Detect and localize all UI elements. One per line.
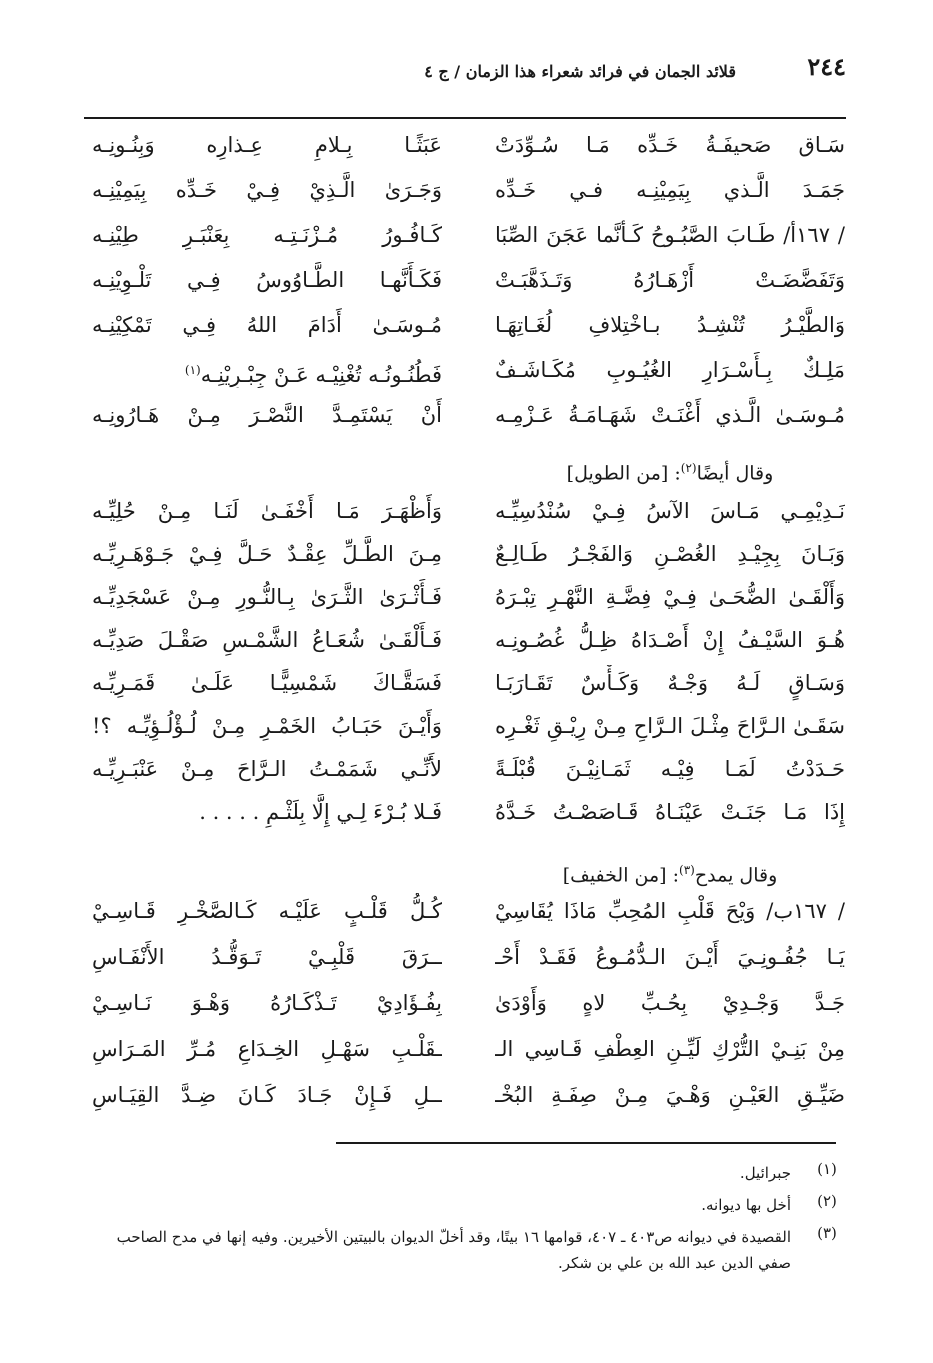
poem2-hemistich-right: نَـدِيْمِـي مَـاسَ الآسُ فِـيْ سُنْدُسِيِّـه xyxy=(495,499,845,523)
footnote-text: جبرائيل. xyxy=(739,1164,791,1182)
poem1-hemistich-left: كَـافُـورُ مُـزْنَـتِـه بِعَنْبَـرِ طِيْنِـه xyxy=(92,223,442,247)
poem1-hemistich-left: وَجَـرَىٰ الَّـذِيْ فِـيْ خَـدِّه بِيَمِيْنِـه xyxy=(92,178,442,202)
poem3-meter: : [من الخفيف] xyxy=(562,864,680,887)
poem2-meter: : [من الطويل] xyxy=(566,462,681,485)
poem2-hemistich-right: وَبَـانَ بِجِيْـدِ الغُصْـنِ وَالفَجْـرُ طَـالِـعٌ xyxy=(495,542,845,566)
poem1-hemistich-left: أَنْ يَسْتَمِـدَّ النَّصْـرَ مِـنْ هَـارُونِـه xyxy=(92,403,442,427)
poem3-hemistich-right: جَـدَّ وَجْـدِيْ بِحُـبِّ لاهٍ وَأَوْدَىٰ xyxy=(495,991,845,1015)
poem1-hemistich-right: سَـاق صَحيفَـةُ خَـدِّه مَـا سُـوِّدَتْ xyxy=(495,133,845,157)
footnote-number: (١) xyxy=(817,1160,837,1178)
poem3-hemistich-right: / ١٦٧ب/ وَيْحَ قَلْبِ المُحِبِّ مَاذَا يُقَاسِيْ xyxy=(495,899,845,923)
footnote-text: أخل بها ديوانه. xyxy=(701,1196,791,1214)
running-title: قلائد الجمان في فرائد شعراء هذا الزمان / ج ٤ xyxy=(424,62,736,81)
poem1-hemistich-left: عَبَثًـا بِـلامِ عِـذارِه وَبِنُـونِـه xyxy=(92,133,442,157)
poem2-hemistich-left: وَأَيْـنَ حَبَـابُ الخَمْـرِ مِـنْ لُـؤْلُـؤِيِّـه ؟! xyxy=(92,714,442,738)
running-head xyxy=(84,52,846,92)
poem2-hemistich-right: وَأَلْقَـىٰ الضُّحَـىٰ فِـيْ فِضَّـةِ النَّهْـرِ تِبْـرَهُ xyxy=(495,585,845,609)
poem2-intro xyxy=(495,450,845,486)
poem2-hemistich-right: هُـوَ السَّيْـفُ إِنْ أَصْـدَاهُ ظِـلُّ غُصُـونِـه xyxy=(495,628,845,652)
poem1-hemistich-right: مَلِـكٌ بِـأَسْـرَارِ الغُيُـوبِ مُكَـاشَـفٌ xyxy=(495,358,845,382)
poem2-hemistich-right: وَسَـاقٍ لَـهُ وَجْـهٌ وَكَـأْسٌ تَقَـارَبَـا xyxy=(495,671,845,695)
poem3-hemistich-left: ــلِ فَـإِنْ جَـادَ كَـانَ ضِـدَّ القِيَـاسِ xyxy=(92,1083,442,1107)
footnote-ref-2[interactable]: (٢) xyxy=(680,461,697,475)
poem1-hemistich-right: وَتَفَضَّضَـتْ أَزْهَـارُهُ وَتَـذَهَّبَـتْ xyxy=(495,268,845,292)
poem3-hemistich-left: كُـلُّ قَلْـبٍ عَلَيْـه كَـالصَّخْـرِ قَـاسِـيْ xyxy=(92,899,442,923)
poem1-hemistich-left xyxy=(92,352,442,388)
poem2-hemistich-right: حَـدَدْتُ لَمَـا فِيْـه ثَمَـانِيْـنَ قُبْلَـةً xyxy=(495,757,845,781)
poem3-hemistich-left: بِفُـؤَادِيْ تَـذْكَـارُهُ وَهْـوَ نَـاسِـيْ xyxy=(92,991,442,1015)
poem1-hemistich-left: فَكَـأَنَّهـا الطَّـاوُوسُ فِـي تَلْـوِيْنِـه xyxy=(92,268,442,292)
poem2-intro-text: وقال أيضًا xyxy=(696,462,774,485)
poem3-hemistich-right: ضَيِّـقِ العَيْـنِ وَهْـيَ مِـنْ صِفَـةِ البُخْـ xyxy=(495,1083,845,1107)
poem1-hemistich-right: مُـوسَـىٰ الَّـذي أَغْنَـتْ شَهَـامَـةُ عَـزْمِـه xyxy=(495,403,845,427)
poem2-hemistich-left: فَـأَثْـرَىٰ الثَّـرَىٰ بِـالنُّـورِ مِـنْ عَسْجَدِيِّـه xyxy=(92,585,442,609)
poem1-hemistich-right: وَالطَّيْـرُ تُنْشِـدُ بـاخْتِلافِ لُغَـاتِهَـا xyxy=(495,313,845,337)
footnote-ref-3[interactable]: (٣) xyxy=(679,863,695,877)
poem1-hemistich-right: / ١٦٧أ/ طَـابَ الصَّبُـوحُ كَـأنَّما عَجَنَ الصِّبَا xyxy=(495,223,845,247)
poem3-hemistich-left: ــرَقَ قَلْبِـيْ تَـوَقُّـدُ الأَنْفَـاسِ xyxy=(92,945,442,969)
poem2-hemistich-left: فَـلا بُـرْءَ لِـي إِلَّا بِلَثْـمِ . . . . . xyxy=(199,800,442,824)
poem2-hemistich-left: لأَنِّـي شَمَمْـتُ الـرَّاحَ مِـنْ عَنْبَـرِيِّـه xyxy=(92,757,442,781)
poem2-hemistich-left: مِـنَ الطَّـلِّ عِقْـدٌ حَـلَّ فِـيْ جَـوْهَـرِيِّـه xyxy=(92,542,442,566)
poem2-hemistich-right: سَقَـىٰ الـرَّاحَ مِثْـلَ الـرَّاحِ مِـنْ رِيْـقِ ثَغْـرِه xyxy=(495,714,845,738)
poem3-hemistich-right: يَـا جُفُـونِـيَ أَيْـنَ الـدُّمُـوعُ فَقَـدْ أَحْـ xyxy=(495,945,845,969)
header-rule xyxy=(84,117,846,119)
poem3-intro xyxy=(495,852,845,888)
poem3-intro-text: وقال يمدح xyxy=(694,864,778,887)
poem3-hemistich-right: مِنْ بَنِـيْ التُّرْكِ لَيِّـنِ العِطْفِ قَـاسِي الـ xyxy=(495,1037,845,1061)
poem1-hemistich-right: جَمَـدَ الَّـذي بِيَمِيْنِـه فـي خَـدِّه xyxy=(495,178,845,202)
poem1-verse-text: فَطُنُـونُـه تُغْنِيْـه عَـنْ جِبْـرِيْنِـه xyxy=(200,363,442,387)
poem2-hemistich-right: إِذَا مَـا جَنَـتْ عَيْنَـاهُ قَـاصَصْـتُ خَـدَّهُ xyxy=(495,800,845,824)
poem2-hemistich-left: فَـأَلْقَـىٰ شُعَـاعُ الشَّمْـسِ صَقْـلَ صَدِيِّـه xyxy=(92,628,442,652)
page-number: ٢٤٤ xyxy=(807,52,846,81)
footnote-number: (٢) xyxy=(817,1192,837,1210)
poem3-hemistich-left: ـقَلْـبِ سَهْـلِ الخِـدَاعِ مُـرِّ المَـرَاسِ xyxy=(92,1037,442,1061)
poem2-hemistich-left: وَأَظْهَـرَ مَـا أَخْفَـىٰ لَنَـا مِـنْ حُلِيِّـه xyxy=(92,499,442,523)
footnote-ref-1[interactable]: (١) xyxy=(184,363,201,377)
footnote-number: (٣) xyxy=(817,1224,837,1242)
footnote-text: القصيدة في ديوانه ص٤٠٣ ـ ٤٠٧، قوامها ١٦ بيتًا، وقد أخلّ الديوان بالبيتين الأخيرين. وفيه إنها في مدح الصاحب صفي الدين عبد الله بن علي بن شكر. xyxy=(116,1228,791,1272)
poem2-hemistich-left: فَسَقَّـاكَ شَمْسِيًّـا عَلَـىٰ قَمَـرِيِّـه xyxy=(92,671,442,695)
footnote-rule xyxy=(336,1142,836,1144)
poem1-hemistich-left: مُـوسَـىٰ أَدَامَ اللهُ فِـي تَمْكِيْنِـه xyxy=(92,313,442,337)
